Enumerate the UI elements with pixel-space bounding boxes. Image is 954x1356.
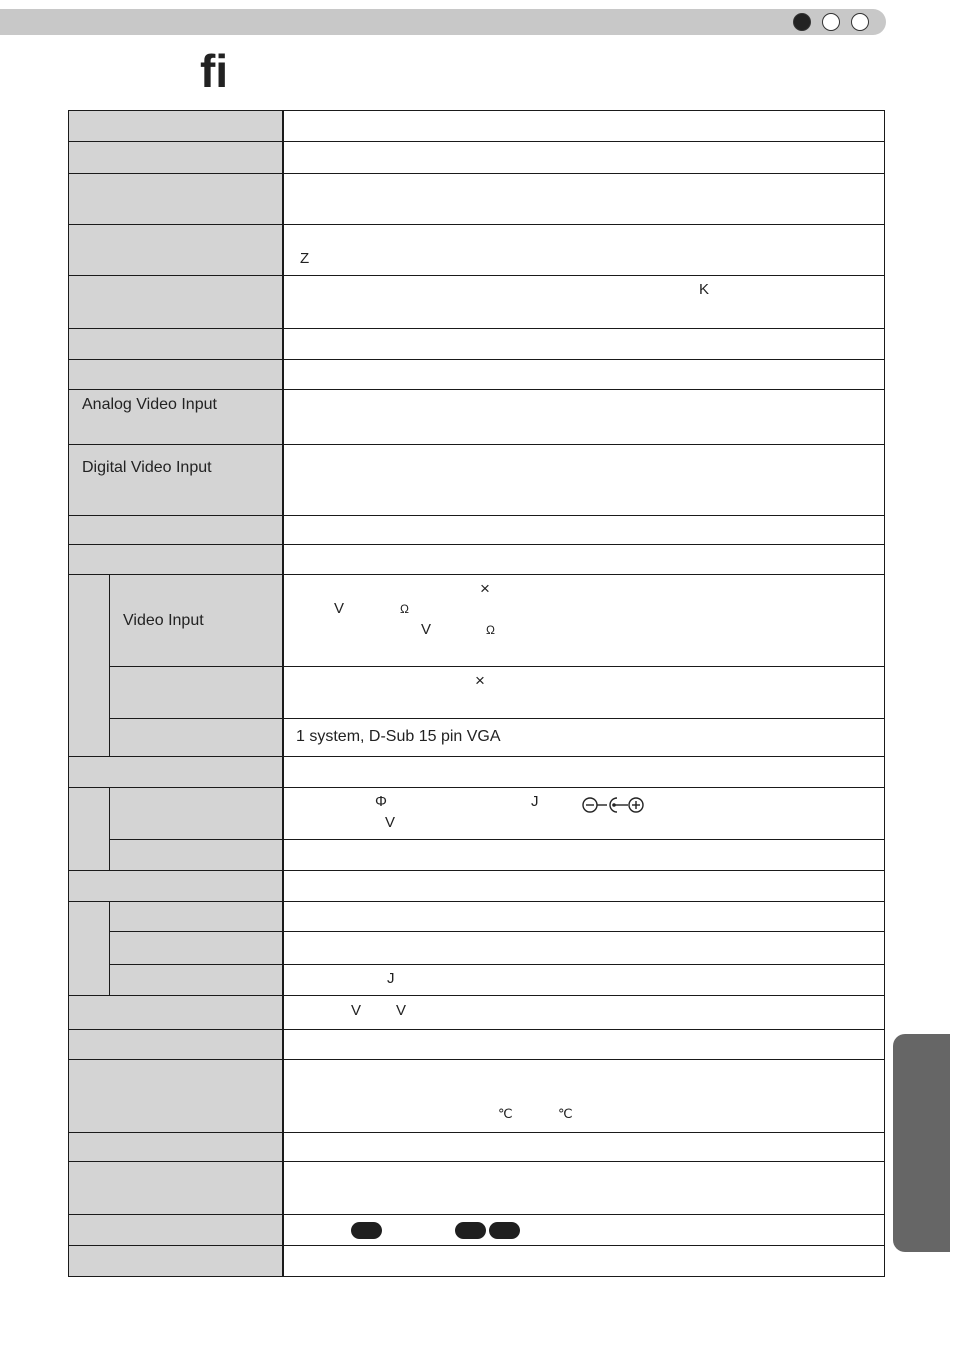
glyph-v: V — [396, 1002, 407, 1019]
spec-subrow-label — [110, 840, 282, 871]
spec-row-label — [68, 110, 282, 142]
page-indicator-dot-3 — [851, 13, 869, 31]
digital-video-input-label: Digital Video Input — [82, 459, 212, 476]
glyph-celsius: ℃ — [558, 1106, 573, 1121]
spec-row-label — [68, 1215, 282, 1246]
video-input-value — [282, 575, 885, 667]
glyph-z: Z — [300, 250, 310, 267]
spec-row-value — [282, 225, 885, 276]
spec-row-label — [68, 360, 282, 390]
pc-input-value: 1 system, D-Sub 15 pin VGA — [296, 728, 501, 745]
spec-row-label — [68, 1060, 282, 1133]
input-group-label — [68, 575, 110, 757]
digital-video-input-label-cell — [68, 445, 282, 516]
spec-row-label — [68, 871, 282, 902]
spec-row-label — [68, 516, 282, 545]
output-group-label — [68, 788, 110, 871]
spec-row-label — [68, 1030, 282, 1060]
glyph-v: V — [385, 814, 396, 831]
spec-row-value — [282, 329, 885, 360]
digital-video-input-value — [282, 445, 885, 516]
spec-row-value — [282, 1162, 885, 1215]
spec-row-label — [68, 1133, 282, 1162]
dc-polarity-icon — [580, 794, 646, 816]
spec-subrow-label — [110, 932, 282, 965]
spec-row-label — [68, 1162, 282, 1215]
spec-row-value — [282, 276, 885, 329]
control-group-label — [68, 902, 110, 996]
spec-subrow-label — [110, 965, 282, 996]
analog-video-input-value — [282, 390, 885, 445]
glyph-phi: Φ — [375, 793, 387, 810]
spec-subrow-value — [282, 965, 885, 996]
table-divider — [282, 110, 284, 1277]
spec-row-value — [282, 996, 885, 1030]
spec-row-value — [282, 871, 885, 902]
spec-row-label — [68, 142, 282, 174]
spec-row-value — [282, 1246, 885, 1277]
spec-subrow-label — [110, 788, 282, 840]
spec-row-value — [282, 360, 885, 390]
spec-row-value — [282, 516, 885, 545]
pc-input-label-cell — [110, 719, 282, 757]
analog-video-input-label: Analog Video Input — [82, 396, 217, 413]
glyph-ohm: Ω — [486, 623, 495, 637]
spec-row-label — [68, 996, 282, 1030]
model-badge-3 — [489, 1222, 520, 1239]
page-indicator-dot-1 — [793, 13, 811, 31]
model-badge-1 — [351, 1222, 382, 1239]
glyph-k: K — [699, 281, 710, 298]
header-bar — [0, 9, 886, 35]
page-title: ﬁ — [200, 45, 229, 97]
spec-row-label — [68, 329, 282, 360]
spec-row-value — [282, 142, 885, 174]
spec-subrow-value — [282, 932, 885, 965]
spec-row-label — [68, 757, 282, 788]
model-badge-2 — [455, 1222, 486, 1239]
glyph-ohm: Ω — [400, 602, 409, 616]
spec-row-label — [68, 174, 282, 225]
spec-subrow-label — [110, 667, 282, 719]
glyph-times: × — [475, 671, 485, 690]
glyph-v: V — [351, 1002, 362, 1019]
spec-row-label — [68, 1246, 282, 1277]
spec-row-value — [282, 757, 885, 788]
spec-row-value — [282, 1133, 885, 1162]
glyph-j: J — [531, 793, 539, 810]
spec-row-value — [282, 1030, 885, 1060]
glyph-celsius: ℃ — [498, 1106, 513, 1121]
chapter-side-tab — [893, 1034, 950, 1252]
video-input-label: Video Input — [123, 612, 204, 629]
spec-subrow-label — [110, 902, 282, 932]
glyph-v: V — [334, 600, 345, 617]
spec-subrow-value — [282, 902, 885, 932]
spec-row-value — [282, 545, 885, 575]
page-indicator-dot-2 — [822, 13, 840, 31]
spec-row-value — [282, 110, 885, 142]
spec-subrow-value — [282, 667, 885, 719]
spec-row-value — [282, 174, 885, 225]
glyph-j: J — [387, 970, 395, 987]
spec-row-label — [68, 276, 282, 329]
spec-row-value — [282, 1060, 885, 1133]
spec-subrow-value — [282, 840, 885, 871]
spec-row-label — [68, 545, 282, 575]
spec-row-label — [68, 225, 282, 276]
glyph-times: × — [480, 579, 490, 598]
glyph-v: V — [421, 621, 432, 638]
